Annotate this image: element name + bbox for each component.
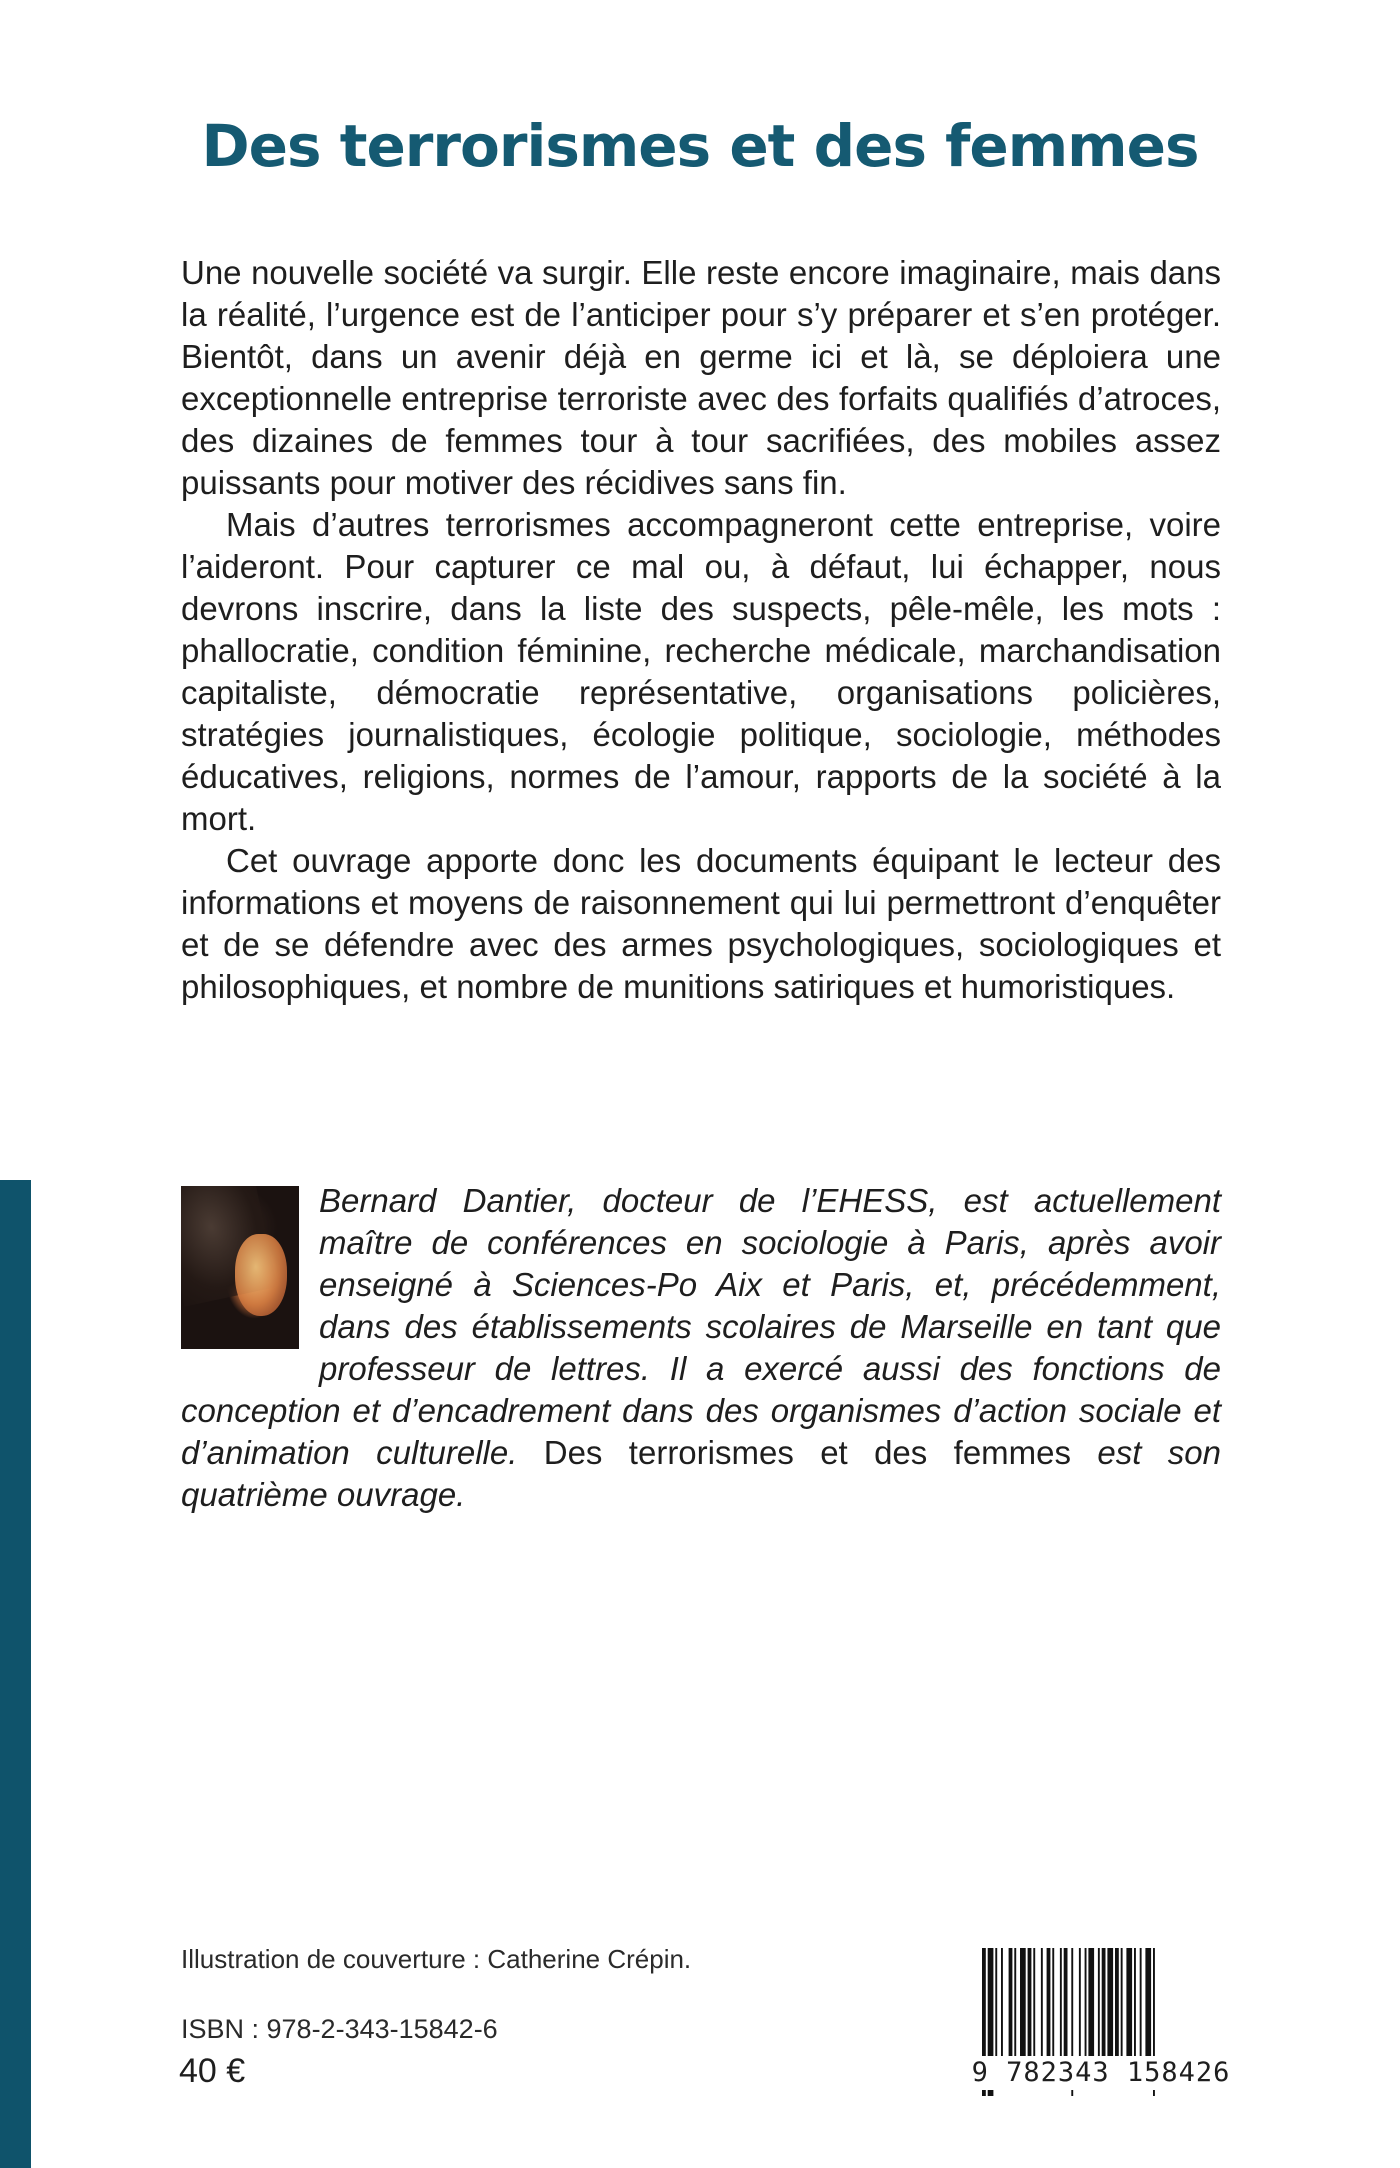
illustration-credit: Illustration de couverture : Catherine Crépin. [181,1944,692,1974]
back-cover-summary [181,252,1221,1008]
summary-paragraph-3: Cet ouvrage apporte donc les documents équipant le lecteur des informations et moyens de raisonnement qui lui permettront d’enquêter et de se défendre avec des armes psychologiques, sociologiques et philosophiques, et nombre de munitions satiriques et humoristiques. [181,842,1221,1005]
summary-paragraph-1: Une nouvelle société va surgir. Elle reste encore imaginaire, mais dans la réalité, l’urgence est de l’anticiper pour s’y préparer et s’en protéger. Bientôt, dans un avenir déjà en germe ici et là, se déploiera une exceptionnelle entreprise terroriste avec des forfaits qualifiés d’atroces, des dizaines de femmes tour à tour sacrifiées, des mobiles assez puissants pour motiver des récidives sans fin. [181,254,1221,501]
isbn-label: ISBN : 978-2-343-15842-6 [181,2014,498,2044]
barcode-number: 9 782343 158426 [971,2057,1231,2088]
book-title: Des terrorismes et des femmes [201,112,1199,180]
author-bio-end: est son quatrième ouvrage. [181,1434,1221,1513]
author-book-title-reference: Des terrorismes et des femmes [543,1434,1072,1471]
cover-accent-bar [0,1180,31,2168]
author-bio-text: , docteur de l’EHESS, est actuellement maître de conférences en sociologie à Paris, après avoir enseigné à Sciences-Po Aix et Paris, et, précédemment, dans des établissements scolaires de Marseille en tant que professeur de lettres. Il a exercé aussi des fonctions de conception et d’encadrement dans des organismes d’action sociale et d’animation culturelle. [181,1182,1221,1471]
author-biography [181,1180,1221,1516]
author-name: Bernard Dantier [319,1182,568,1219]
author-photo [181,1186,299,1349]
price-label: 40 € [179,2052,246,2090]
summary-paragraph-2: Mais d’autres terrorismes accompagneront cette entreprise, voire l’aideront. Pour capturer ce mal ou, à défaut, lui échapper, nous devrons inscrire, dans la liste des suspects, pêle-mêle, les mots : phallocratie, condition féminine, recherche médicale, marchandisation capitaliste, démocratie représentative, organisations policières, stratégies journalistiques, écologie politique, sociologie, méthodes éducatives, religions, normes de l’amour, rapports de la société à la mort. [181,506,1221,837]
